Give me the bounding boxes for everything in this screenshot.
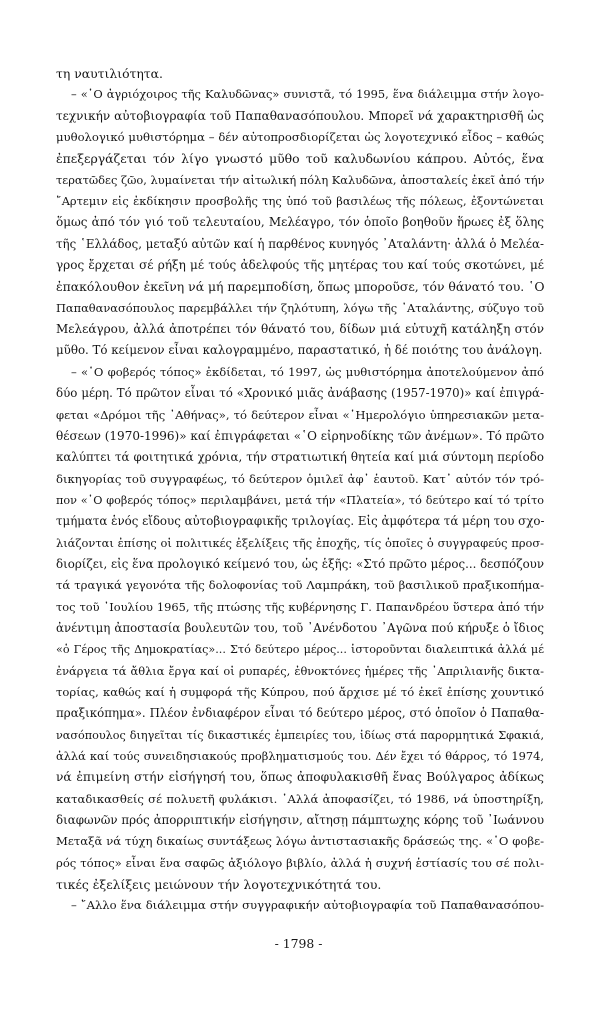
text-line: – «῾Ο ἀγριόχοιρος τῆς Καλυδῶνας» συνιστᾶ, τό 1995, ἕνα διάλειμμα στήν λογο- [71,87,544,102]
body-text [56,63,544,917]
text-line: – «῾Ο φοβερός τόπος» ἐκδίδεται, τό 1997, ὡς μυθιστόρημα ἀποτελούμενον ἀπό [71,364,544,379]
text-line: Παπαθανασόπουλος παρεμβάλλει τήν ζηλότυπη, λόγω τῆς ᾿Αταλάντης, σύζυγο τοῦ [56,300,544,315]
text-line: μῦθο. Τό κείμενον εἶναι καλογραμμένο, παραστατικό, ἡ δέ ποιότης του ἀνάλογη. [56,343,543,358]
text-line: ἀνέντιμη ἀποστασία βουλευτῶν του, τοῦ ᾿Ανένδοτου ᾿Αγῶνα πού κήρυξε ὁ ἴδιος [56,620,544,635]
text-line: τεχνικήν αὐτοβιογραφία τοῦ Παπαθανασόπουλου. Μπορεῖ νά χαρακτηρισθῆ ὡς [56,108,544,123]
text-line: πραξικόπημα». Πλέον ἐνδιαφέρον εἶναι τό δεύτερο μέρος, στό ὁποῖον ὁ Παπαθα- [56,706,544,721]
text-line: ῎Αρτεμιν εἰς ἐκδίκησιν προσβολῆς της ὑπό τοῦ βασιλέως τῆς πόλεως, ἐξοντώνεται [56,194,544,209]
text-line: καταδικασθείς σέ πολυετῆ φυλάκισι. ᾿Αλλά ἀποφασίζει, τό 1986, νά ὑποστηρίξη, [56,791,544,806]
text-line: τμήματα ἑνός εἴδους αὐτοβιογραφικῆς τριλογίας. Εἰς ἀμφότερα τά μέρη του σχο- [56,514,544,529]
text-line: ἐπακόλουθον ἐκεῖνη νά μή παρεμποδίση, ὅπως μποροῦσε, τόν θάνατό του. ῾Ο [56,279,544,295]
text-line: τη ναυτιλιότητα. [56,66,163,81]
text-line: τῆς ῾Ελλάδος, μεταξύ αὐτῶν καί ἡ παρθένος κυνηγός ᾿Αταλάντη· ἀλλά ὁ Μελέα- [56,236,544,251]
text-line: λιάζονται ἐπίσης οἱ πολιτικές ἐξελίξεις τῆς ἐποχῆς, τίς ὁποῖες ὁ συγγραφεύς προσ- [56,535,544,550]
text-line: ἐπεξεργάζεται τόν λίγο γνωστό μῦθο τοῦ καλυδωνίου κάπρου. Αὐτός, ἕνα [56,151,544,167]
text-line: ὅμως ἀπό τόν γιό τοῦ τελευταίου, Μελέαγρο, τόν ὁποῖο βοηθοῦν ἥρωες ἐξ ὅλης [56,215,544,230]
text-line: θέσεων (1970-1996)» καί ἐπιγράφεται «῾Ο εἰρηνοδίκης τῶν ἀνέμων». Τό πρῶτο [56,428,544,443]
text-line: δικηγορίας τοῦ συγγραφέως, τό δεύτερον ὁμιλεῖ ἀφ᾿ ἑαυτοῦ. Κατ᾿ αὐτόν τόν τρό- [56,471,544,486]
text-line: διορίζει, εἰς ἕνα προλογικό κείμενό του, ὡς ἑξῆς: «Στό πρῶτο μέρος... δεσπόζουν [56,556,544,571]
text-line: ἀλλά καί τούς συνειδησιακούς προβληματισμούς του. Δέν ἔχει τό θάρρος, τό 1974, [56,749,544,763]
text-line: τος τοῦ ᾿Ιουλίου 1965, τῆς πτώσης τῆς κυβέρνησης Γ. Παπανδρέου ὕστερα ἀπό τήν [56,599,544,614]
text-line: νά ἐπιμείνη στήν εἰσήγησή του, ὅπως ἀποφυλακισθῆ ἕνας Βούλγαρος ἀδίκως [56,770,544,785]
text-line: τικές ἐξελίξεις μειώνουν τήν λογοτεχνικότητά του. [56,877,382,893]
text-line: Μεταξᾶ νά τύχη δικαίως συντάξεως λόγω ἀντιστασιακῆς δράσεώς της. «῾Ο φοβε- [56,834,544,849]
text-line: πον «῾Ο φοβερός τόπος» περιλαμβάνει, μετά τήν «Πλατεία», τό δεύτερο καί τό τρίτο [56,493,544,507]
text-line: γρος ἔρχεται σέ ρήξη μέ τούς ἀδελφούς τῆς μητέρας του καί τούς σκοτώνει, μέ [56,258,544,273]
text-line: νασόπουλος διηγεῖται τίς δικαστικές ἐμπειρίες του, ἰδίως στά παρορμητικά Σφακιά, [56,728,544,742]
text-line: καλύπτει τά φοιτητικά χρόνια, τήν στρατιωτική θητεία καί μιά σύντομη περίοδο [56,450,544,465]
text-line: Μελεάγρου, ἀλλά ἀποτρέπει τόν θάνατό του, δίδων μιά εὐτυχῆ κατάληξη στόν [56,322,544,337]
text-line: διαφωνῶν πρός ἀπορριπτικήν εἰσήγησιν, αἴτησῃ πάμπτωχης κόρης τοῦ ᾿Ιωάννου [56,813,544,828]
text-line: – ῎Αλλο ἕνα διάλειμμα στήν συγγραφικήν αὐτοβιογραφία τοῦ Παπαθανασόπου- [71,898,544,913]
text-line: φεται «Δρόμοι τῆς ᾿Αθήνας», τό δεύτερον εἶναι «῾Ημερολόγιο ὑπηρεσιακῶν μετα- [56,407,544,422]
page-number: - 1798 - [274,936,323,951]
text-line: «ὁ Γέρος τῆς Δημοκρατίας»... Στό δεύτερο μέρος... ἱστοροῦνται διαλειπτικά ἀλλά μέ [56,643,544,657]
text-line: τορίας, καθώς καί ἡ συμφορά τῆς Κύπρου, πού ἄρχισε μέ τό ἐκεῖ ἐπίσης χουντικό [56,684,544,699]
text-line: μυθολογικό μυθιστόρημα – δέν αὐτοπροσδιορίζεται ὡς λογοτεχνικό εἶδος – καθώς [56,130,544,145]
text-line: δύο μέρη. Τό πρῶτον εἶναι τό «Χρονικό μιᾶς ἀνάβασης (1957-1970)» καί ἐπιγρά- [56,386,544,401]
text-line: ρός τόπος» εἶναι ἕνα σαφῶς ἀξιόλογο βιβλίο, ἀλλά ἡ συχνή ἑστίασίς του σέ πολι- [56,855,544,870]
text-line: τερατῶδες ζῶο, λυμαίνεται τήν αἰτωλική πόλη Καλυδῶνα, ἀποσταλείς ἐκεῖ ἀπό τήν [56,172,544,187]
text-line: τά τραγικά γεγονότα τῆς δολοφονίας τοῦ Λαμπράκη, τοῦ βασιλικοῦ πραξικοπήμα- [56,578,544,593]
text-line: ἐνάργεια τά ἄθλια ἔργα καί οἱ ρυπαρές, ἐθνοκτόνες ἡμέρες τῆς ᾿Απριλιανῆς δικτα- [56,663,544,678]
